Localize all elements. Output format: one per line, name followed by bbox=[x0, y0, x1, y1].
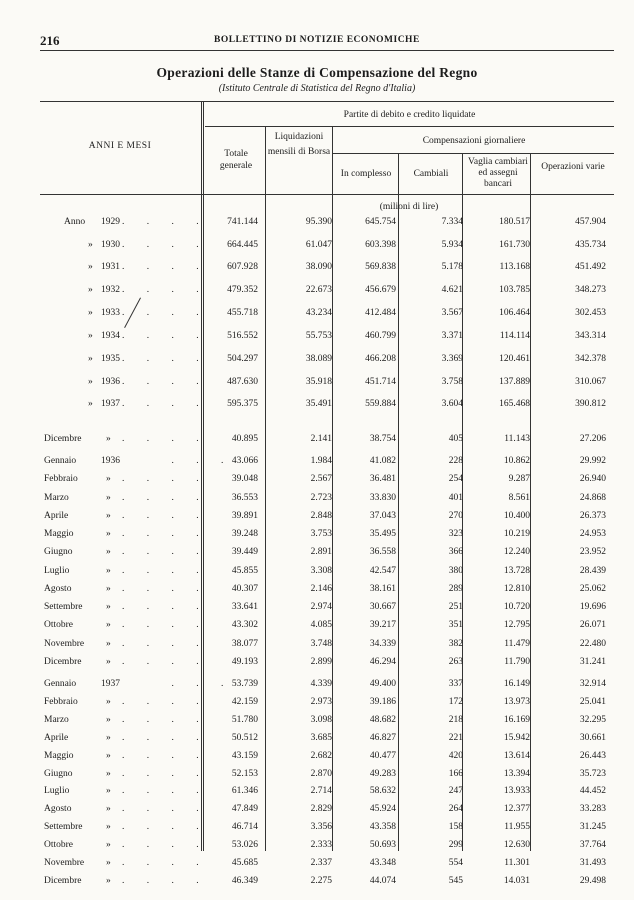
page-number: 216 bbox=[40, 33, 60, 48]
table-row: Settembre » . . . . 33.641 2.974 30.667 251 10.720 19.696 bbox=[44, 602, 606, 612]
table-row: » 1932 . . . . 479.352 22.673 456.679 4.621 103.785 348.273 bbox=[88, 285, 606, 295]
table-row: Giugno » . . . . 39.449 2.891 36.558 366 12.240 23.952 bbox=[44, 547, 606, 558]
table-row: Febbraio » . . . . 39.048 2.567 36.481 254 9.287 26.940 bbox=[44, 474, 606, 485]
table-row: Anno 1929 . . . . 741.144 95.390 645.754 7.334 180.517 457.904 bbox=[64, 217, 606, 227]
table-row: Settembre » . . . . 46.714 3.356 43.358 158 11.955 31.245 bbox=[44, 822, 606, 833]
table-row: Ottobre » . . . . 43.302 4.085 39.217 351 12.795 26.071 bbox=[44, 620, 606, 631]
table-row: Giugno » . . . . 52.153 2.870 49.283 166 13.394 35.723 bbox=[44, 768, 606, 779]
header-operazioni: Operazioni varie bbox=[541, 162, 605, 172]
header-liquidazioni: Liquidazioni mensili di Borsa bbox=[267, 132, 331, 157]
table-row: Agosto » . . . . 47.849 2.829 45.924 264 12.377 33.283 bbox=[44, 804, 606, 815]
table-row: Dicembre » . . . . 49.193 2.899 46.294 263 11.790 31.241 bbox=[44, 656, 606, 667]
table-row: Maggio » . . . . 43.159 2.682 40.477 420 13.614 26.443 bbox=[44, 750, 606, 761]
table-row: Aprile » . . . . 50.512 3.685 46.827 221 15.942 30.661 bbox=[44, 732, 606, 743]
table-row: » 1935 . . . . 504.297 38.089 466.208 3.369 120.461 342.378 bbox=[88, 354, 606, 364]
table-row: Ottobre » . . . . 53.026 2.333 50.693 299 12.630 37.764 bbox=[44, 840, 606, 851]
table-row: Dicembre » . . . . 40.895 2.141 38.754 405 11.143 27.206 bbox=[44, 434, 606, 444]
table-row: Gennaio 1936 . . . 43.066 1.984 41.082 228 10.862 29.992 bbox=[44, 456, 606, 466]
header-vaglia: Vaglia cambiari ed assegni bancari bbox=[468, 157, 528, 189]
table-subtitle: (Istituto Centrale di Statistica del Regno d'Italia) bbox=[218, 83, 416, 94]
table-row: » 1937 . . . . 595.375 35.491 559.884 3.604 165.468 390.812 bbox=[88, 399, 606, 409]
table-row: » 1931 . . . . 607.928 38.090 569.838 5.178 113.168 451.492 bbox=[88, 262, 606, 272]
header-totale: Totale generale bbox=[219, 149, 253, 171]
header-compensazioni: Compensazioni giornaliere bbox=[422, 136, 526, 146]
table-row: Aprile » . . . . 39.891 2.848 37.043 270 10.400 26.373 bbox=[44, 510, 606, 521]
header-anni-e-mesi: ANNI E MESI bbox=[88, 141, 152, 151]
header-bottom-rule bbox=[40, 194, 614, 195]
table-row: Marzo » . . . . 51.780 3.098 48.682 218 16.169 32.295 bbox=[44, 714, 606, 725]
table-row: Luglio » . . . . 45.855 3.308 42.547 380 13.728 28.439 bbox=[44, 565, 606, 576]
running-head: BOLLETTINO DI NOTIZIE ECONOMICHE bbox=[214, 35, 420, 45]
table-row: Agosto » . . . . 40.307 2.146 38.161 289 12.810 25.062 bbox=[44, 583, 606, 594]
table-row: Marzo » . . . . 36.553 2.723 33.830 401 8.561 24.868 bbox=[44, 492, 606, 503]
unit-label: (milioni di lire) bbox=[379, 202, 439, 212]
table-row: Gennaio 1937 . . . 53.739 4.339 49.400 337 16.149 32.914 bbox=[44, 679, 606, 689]
table-row: » 1936 . . . . 487.630 35.918 451.714 3.758 137.889 310.067 bbox=[88, 377, 606, 387]
table-row: Dicembre » . . . . 46.349 2.275 44.074 545 14.031 29.498 bbox=[44, 875, 606, 886]
header-in-complesso: In complesso bbox=[340, 169, 392, 179]
table-row: Maggio » . . . . 39.248 3.753 35.495 323 10.219 24.953 bbox=[44, 529, 606, 539]
table-row: Febbraio » . . . . 42.159 2.973 39.186 172 13.973 25.041 bbox=[44, 696, 606, 707]
header-rule-compensazioni bbox=[332, 153, 614, 154]
header-partite: Partite di debito e credito liquidate bbox=[343, 110, 476, 120]
table-row: Novembre » . . . . 45.685 2.337 43.348 554 11.301 31.493 bbox=[44, 858, 606, 868]
header-cambiali: Cambiali bbox=[413, 169, 449, 179]
table-row: » 1930 . . . . 664.445 61.047 603.398 5.934 161.730 435.734 bbox=[88, 240, 606, 250]
table-row: Luglio » . . . . 61.346 2.714 58.632 247 13.933 44.452 bbox=[44, 786, 606, 797]
table-row: Novembre » . . . . 38.077 3.748 34.339 382 11.479 22.480 bbox=[44, 638, 606, 649]
header-rule bbox=[40, 50, 614, 51]
table-row: » 1934 . . . . 516.552 55.753 460.799 3.371 114.114 343.314 bbox=[88, 331, 606, 341]
table-title: Operazioni delle Stanze di Compensazione del Regno bbox=[156, 65, 478, 80]
table-top-rule bbox=[40, 101, 614, 102]
header-rule-partite bbox=[205, 126, 614, 127]
table-row: » 1933 . . . . 455.718 43.234 412.484 3.567 106.464 302.453 bbox=[88, 308, 606, 318]
